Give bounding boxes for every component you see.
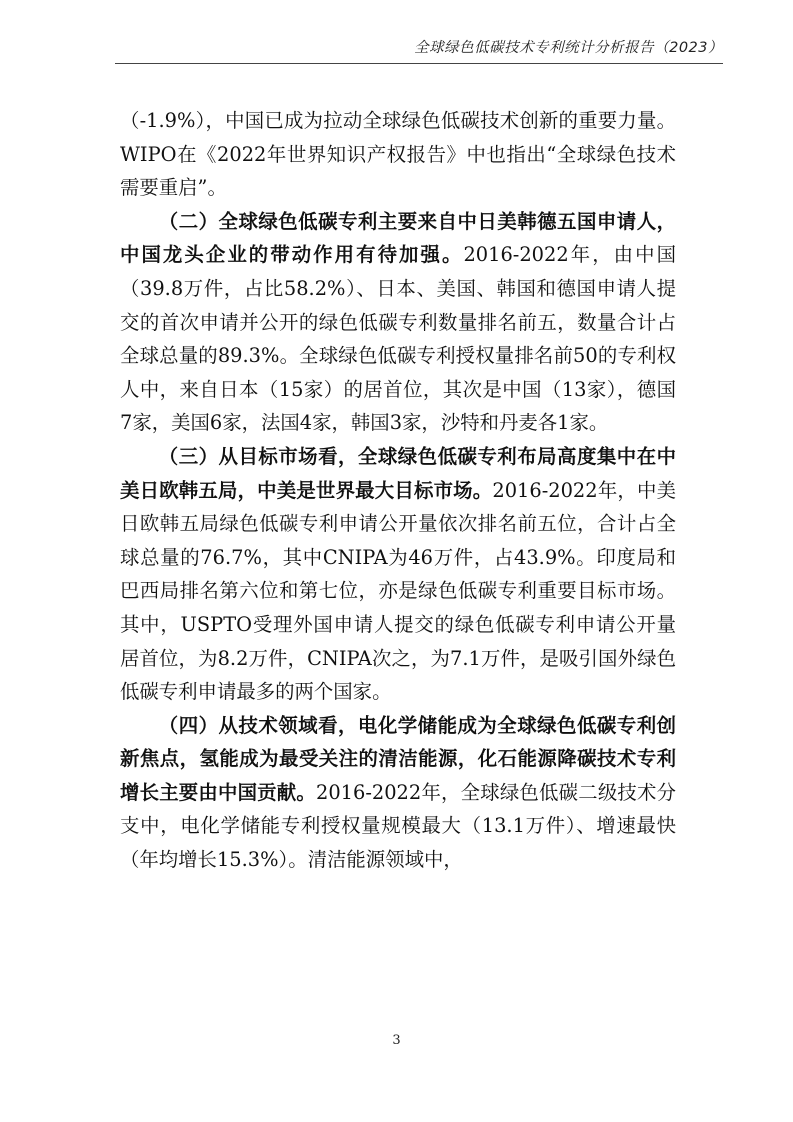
paragraph-4-heading: （四）从技术领域看，电化学储能成为全球绿色低碳专利创新焦点，氢能成为最受关注的清洁能源，化石能源降碳技术专利增长主要由中国贡献。 xyxy=(120,713,676,804)
paragraph-3 xyxy=(120,440,676,709)
paragraph-4-text: 2016-2022年，全球绿色低碳二级技术分支中，电化学储能专利授权量规模最大（13.1万件）、增速最快（年均增长15.3%）。清洁能源领域中， xyxy=(120,780,677,872)
header-rule xyxy=(115,63,723,64)
paragraph-1-text: （-1.9%），中国已成为拉动全球绿色低碳技术创新的重要力量。WIPO在《2022年世界知识产权报告》中也指出“全球绿色技术需要重启”。 xyxy=(120,109,676,200)
paragraph-3-text: 2016-2022年，中美日欧韩五局绿色低碳专利申请公开量依次排名前五位，合计占全球总量的76.7%，其中CNIPA为46万件，占43.9%。印度局和巴西局排名第六位和第七位，亦是绿色低碳专利重要目标市场。其中，USPTO受理外国申请人提交的绿色低碳专利申请公开量居首位，为8.2万件，CNIPA次之，为7.1万件，是吸引国外绿色低碳专利申请最多的两个国家。 xyxy=(120,478,676,704)
paragraph-2 xyxy=(120,205,676,440)
paragraph-3-heading: （三）从目标市场看，全球绿色低碳专利布局高度集中在中美日欧韩五局，中美是世界最大目标市场。 xyxy=(120,444,676,502)
paragraph-4 xyxy=(120,709,676,877)
page-number: 3 xyxy=(392,1033,401,1048)
body-text xyxy=(120,104,676,877)
paragraph-2-heading: （二）全球绿色低碳专利主要来自中日美韩德五国申请人，中国龙头企业的带动作用有待加强。 xyxy=(120,209,676,267)
running-header: 全球绿色低碳技术专利统计分析报告（2023） xyxy=(414,40,723,56)
paragraph-1 xyxy=(120,104,676,205)
paragraph-2-text: 2016-2022年，由中国（39.8万件，占比58.2%）、日本、美国、韩国和德国申请人提交的首次申请并公开的绿色低碳专利数量排名前五，数量合计占全球总量的89.3%。全球绿色低碳专利授权量排名前50的专利权人中，来自日本（15家）的居首位，其次是中国（13家），德国7家，美国6家，法国4家，韩国3家，沙特和丹麦各1家。 xyxy=(120,243,677,435)
